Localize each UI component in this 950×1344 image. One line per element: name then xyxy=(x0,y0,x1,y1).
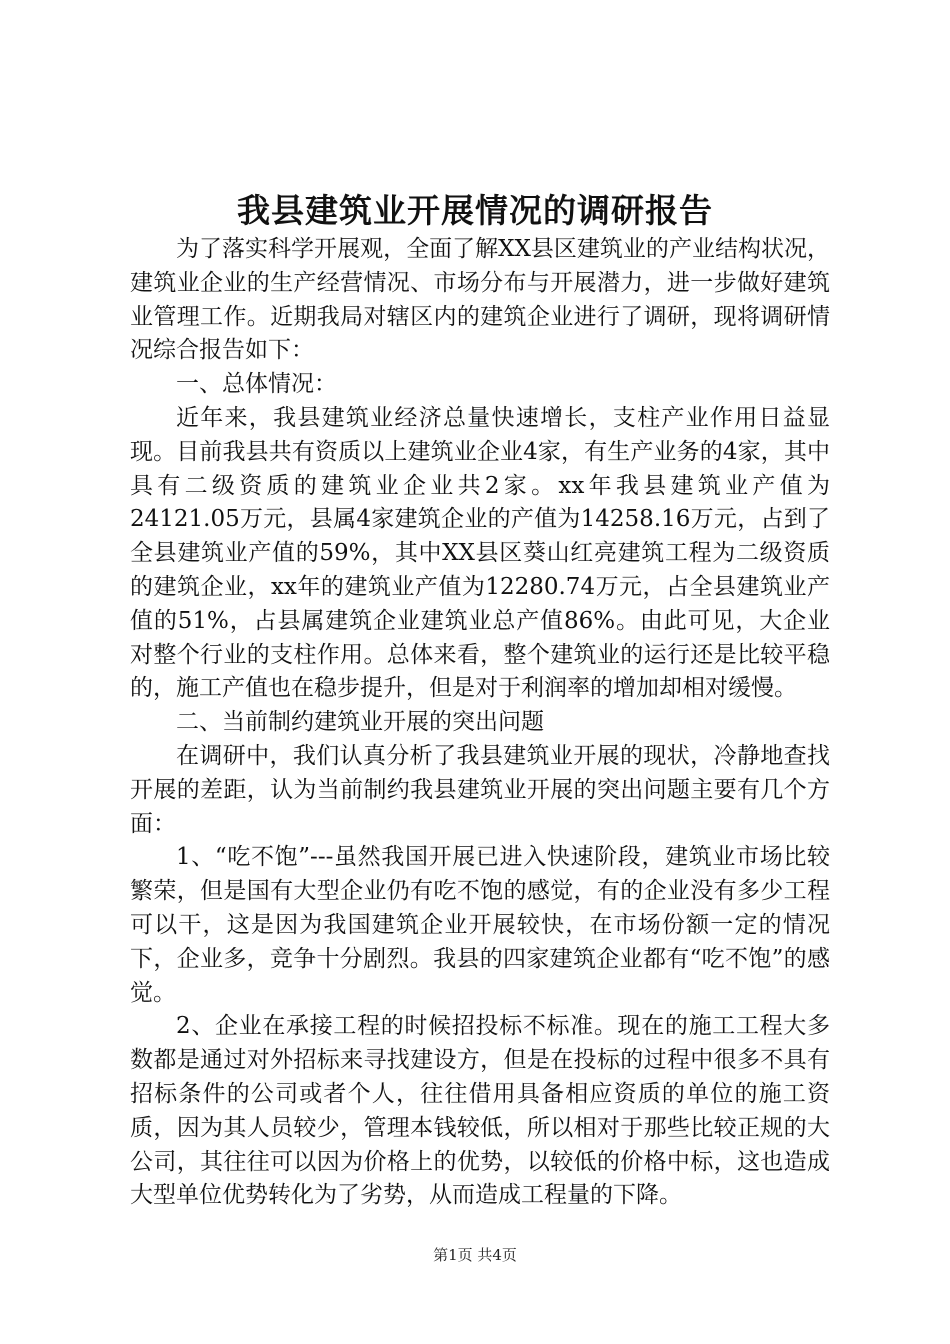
paragraph-problem-2: 2、企业在承接工程的时候招投标不标准。现在的施工工程大多数都是通过对外招标来寻找建设方，但是在投标的过程中很多不具有招标条件的公司或者个人，往往借用具备相应资质的单位的施工资质，因为其人员较少，管理本钱较低，所以相对于那些比较正规的大公司，其往往可以因为价格上的优势，以较低的价格中标，这也造成大型单位优势转化为了劣势，从而造成工程量的下降。 xyxy=(130,1013,830,1209)
page-footer: 第1页 共4页 xyxy=(433,1246,517,1264)
document-title: 我县建筑业开展情况的调研报告 xyxy=(237,191,713,230)
paragraph-intro: 为了落实科学开展观，全面了解XX县区建筑业的产业结构状况，建筑业企业的生产经营情况、市场分布与开展潜力，进一步做好建筑业管理工作。近期我局对辖区内的建筑企业进行了调研，现将调研情况综合报告如下： xyxy=(130,236,830,364)
paragraph-overall: 近年来，我县建筑业经济总量快速增长，支柱产业作用日益显现。目前我县共有资质以上建筑业企业4家，有生产业务的4家，其中具有二级资质的建筑业企业共2家。xx年我县建筑业产值为24121.05万元，县属4家建筑企业的产值为14258.16万元，占到了全县建筑业产值的59%，其中XX县区葵山红亮建筑工程为二级资质的建筑企业，xx年的建筑业产值为12280.74万元，占全县建筑业产值的51%，占县属建筑企业建筑业总产值86%。由此可见，大企业对整个行业的支柱作用。总体来看，整个建筑业的运行还是比较平稳的，施工产值也在稳步提升，但是对于利润率的增加却相对缓慢。 xyxy=(130,404,830,702)
paragraph-problems-intro: 在调研中，我们认真分析了我县建筑业开展的现状，冷静地查找开展的差距，认为当前制约我县建筑业开展的突出问题主要有几个方面： xyxy=(130,742,830,837)
document-body xyxy=(130,233,830,1213)
section-heading-problems: 二、当前制约建筑业开展的突出问题 xyxy=(176,709,544,736)
section-heading-overall: 一、总体情况： xyxy=(176,371,337,398)
paragraph-problem-1: 1、“吃不饱”---虽然我国开展已进入快速阶段，建筑业市场比较繁荣，但是国有大型企业仍有吃不饱的感觉，有的企业没有多少工程可以干，这是因为我国建筑企业开展较快，在市场份额一定的情况下，企业多，竞争十分剧烈。我县的四家建筑企业都有“吃不饱”的感觉。 xyxy=(130,844,830,1006)
